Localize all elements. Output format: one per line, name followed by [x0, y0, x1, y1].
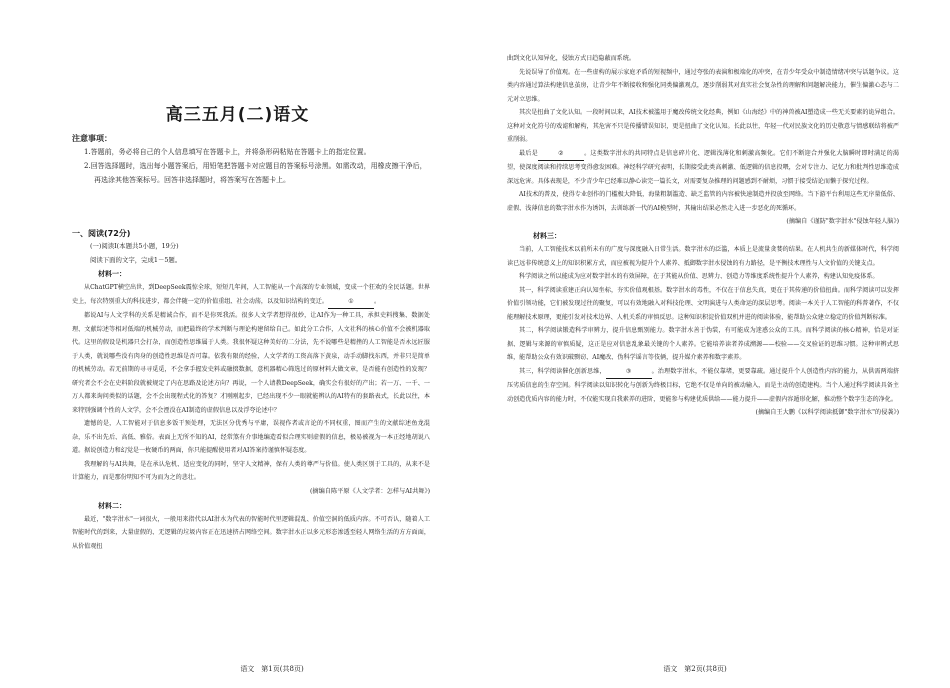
section-heading: 一、阅读(72分)	[72, 229, 131, 238]
material2-para-3: 其次是扭曲了文化认知。一段时间以来，AI技术被滥用于魔改传统文化经典，例如《山海经》中的神兽被AI塑造成一些无关要素的诡异组合。这种对文化符号的戏谑和解构，其危害不只是传播错误知识，更是扭曲了文化认知。长此以往，年轻一代对民族文化的历史敬意与情感联结将被严重削弱。	[507, 109, 899, 143]
notice-item-1: 1.答题前，务必将自己的个人信息填写在答题卡上，并将条形码粘贴在答题卡上的指定位置。	[84, 148, 371, 156]
material2-continued: 曲到文化认知异化，侵蚀方式日趋隐蔽而系统。	[507, 55, 635, 62]
material2-para-1: 最近，"数字泔水"一词很火，一般用来指代以AI泔水为代表的智能时代里逻辑混乱、价值空洞的低质内容。不可否认，随着人工智能时代的到来，大量虚假的、无逻辑的垃圾内容正在迅速挤占网络空间。数字泔水正以多元形态渗透至轻人网络生活的方方面面，从价值观扭	[72, 515, 430, 550]
blank-2: ②	[538, 147, 584, 162]
material3-para-4: 其二，科学阅读锻造科学审辨力，提升信息甄别能力。数字泔水善于伪装，有可能成为迷惑公众的工具。而科学阅读的核心精神，恰是对证据、逻辑与来源的审慎质疑，这正是应对信息乱象最关键的个人素养。它能培养读者养成溯源——校验——交叉验证的思维习惯。这种审辨式思维，能帮助公众有效识破剽窃、AI魔改、伪科学谣言等伎俩，提升媒介素养和数字素养。	[507, 327, 899, 361]
material2-source: (摘编自《谨防"数字泔水"侵蚀年轻人脑》)	[786, 218, 899, 225]
blank-1: ①	[328, 295, 374, 310]
exam-title: 高三五月(二)语文	[165, 105, 310, 125]
instruction: 阅读下面的文字，完成1－5题。	[90, 255, 182, 264]
material2-heading: 材料二：	[98, 501, 126, 510]
material3-para-2: 科学阅读之所以能成为应对数字泔水的有效屏障，在于其能从价值、思辨力、创造力等维度系统性提升个人素养，构建认知免疫体系。	[519, 273, 879, 280]
material2-para-4: 最后是 ② 。这类数字泔水的共同特点是信息碎片化、逻辑浅薄化和刺激高频化。它们不断迎合并强化大脑瞬时即时满足的渴望，使深度阅读和持续思考变得愈发困难。神经科学研究表明，长期接受此类高刺激、低逻辑的信息投喂，会对专注力、记忆力和批判性思维造成深远危害。具体表现是，不少青少年已经难以静心读完一篇长文，对需要复杂推理的问题感到不耐烦，习惯于接受结论而懒于探究过程。	[507, 147, 899, 189]
notice-heading: 注意事项：	[72, 134, 112, 143]
material1-heading: 材料一：	[98, 270, 126, 278]
material3-para-1: 当前，人工智能技术以前所未有的广度与深度融入日常生活。数字泔水的泛滥，本质上是流量贪婪的结果。在人机共生的新媒体时代，科学阅读已远非传统意义上的知识积累方式，而应被视为提升个人素养、抵御数字泔水侵蚀的有力路径，是平衡技术理性与人文价值的关键支点。	[507, 246, 899, 267]
material3-heading: 材料三：	[533, 232, 561, 240]
material3-para-5: 其三，科学阅读催化创新思维， ③ 。治理数字泔水，不能仅靠堵，更要靠疏。通过提升个人创造性内容的能力，从供需两端挤压劣质信息的生存空间。科学阅读以知识转化与创新为终极目标，它绝不仅是单向的被动输入，而是主动的创造建构。当个人通过科学阅读具备主动创造优质内容的能力时，不仅能实现自我素养的进阶，更能参与构建优质供给——能力提升——虚假内容遁形化解，推动整个数字生态的净化。	[507, 365, 899, 407]
right-column	[507, 52, 899, 420]
material1-para-4: 我理解的与AI共舞，是在承认危机、适应变化的同时，坚守人文精神，保有人类的尊严与价值。使人类区别于工具的，从来不是计算能力，而是那份明知不可为而为之的悲壮。	[72, 460, 430, 481]
blank-3: ③	[606, 365, 652, 380]
material3-source: (摘编自王大鹏《以科学阅读抵御"数字泔水"的侵袭》)	[755, 409, 899, 416]
right-page	[475, 0, 950, 688]
material1-para-3: 遗憾的是，人工智能对于信息多饭干预处理，无法区分优秀与平庸，误视作者或言论的不同权重，图而产生的文献综述鱼龙混杂，乐不出先后、高低、雅俗。表面上无所不知的AI，经常煞有介事地编造看似合理实则虚假的信息，极易被视为一本正经地胡说八道。据说创造力和幻觉是一枚硬币的两面，你只能提醒使用者对AI答案持谨慎怀疑态度。	[72, 420, 430, 454]
material2-para-5: AI技术的普及，使得专业创作的门槛极大降低，海量粗制滥造、缺乏监管的内容被快速制造并投放至网络。当下游平台利用这些无序量低俗、虚假、浅薄信息的数字泔水作为诱饵，去训练新一代的AI模型时，其输出结果必然走入进一步恶化的死循环。	[507, 191, 899, 212]
notice-block	[72, 133, 430, 187]
material1-para-1: 从ChatGPT横空出世，到DeepSeek震惊全球，短短几年间，人工智能从一个高深的专业领域，变成一个狂欢的全民话题。世界史上，每次特别重大的科技进步，都会伴随一定的价值重组、社会动荡，以及知识结构的变迁。 ① 。	[72, 281, 430, 309]
page-footer-left: 语文 第1页(共8页)	[240, 665, 304, 673]
material1-source: (摘编自陈平原《人文学者：怎样与AI共舞》)	[309, 487, 430, 495]
page-footer-right: 语文 第2页(共8页)	[663, 665, 727, 673]
material3-para-3: 其一，科学阅读重建正向认知坐标，夯实价值观根基。数字泔水的毒性，不仅在于信息失真，更在于其传递的价值扭曲。而科学阅读可以发挥价值引领功能，它们被发现过往的聚复，可以有效地融入对科技伦理、文明演进与人类命运的深层思考。阅读一本关于人工智能的科普著作，不仅能理解技术原理，更能引发对技术边界、人机关系的审慎反思。这种知识积淀价值双机并进的阅读体验，能帮助公众建立稳定的价值判断标准。	[507, 286, 899, 321]
material2-para-2: 先说误导了价值观。在一些虚构的展示家庭矛盾的短视频中，通过夸张的表演和极端化的冲突，在青少年受众中制造情绪冲突与话题争议。这类内容通过算法构建信息茧房，让青少年不断接收和强化同类偏激观点，逐步削弱其对真实社会复杂性的理解和问题解决能力，催生偏激心态与二元对立思维。	[507, 68, 899, 103]
material1-para-2: 都说AI与人文学科的关系是精诚合作，而不是你死我活。很多人文学者想得很妙，让AI作为一种工具，承担史料搜集、数据处理、文献综述等相对低端的机械劳动，而把最终的学术判断与理论构建留给自己。如此分工合作，人文社科的核心价值不会被机器取代。这里的假设是机器只会打杂，而创造性思维属于人类。我很怀疑这种美好的二分法，先不说哪些是精挫的人工智能是否永远匠服于人类，就说哪些没有肉身的创造性思维是否可靠。依我有限的经验，人文学者的工资高落下黄泉，动手动脚找东西，并非只是简单的机械劳动。若无前期的寻寻觅觅，不会拿手握发史料或融掇数据，意机器精心筛选过的原材料大做文章，是否能有创造性的发现？研究者会不会在史料阶段就被规定了内在思路及论述方向？再说，一个人请教DeepSeek，确实会有很好的产出；若一万、一千、一万人都来询问类似的话题，会不会出现程式化的答复？才刚刚起步，已经出现不少一眼就能辨认的AI特有的套路表式，长此以往，本来特别强调个性的人文学，会不会湮没在AI制造的虚假信息以及浮夸论述中？	[72, 312, 430, 414]
reading-section	[72, 228, 430, 553]
notice-item-2: 2.回答选择题时，选出每小题答案后，用铅笔把答题卡对应题目的答案标号涂黑。如需改动，用橡皮擦干净后，再选涂其他答案标号。回答非选择题时，将答案写在答题卡上。	[84, 162, 427, 184]
subsection-heading: (一)阅读Ⅰ(本题共5小题，19分)	[90, 242, 179, 250]
